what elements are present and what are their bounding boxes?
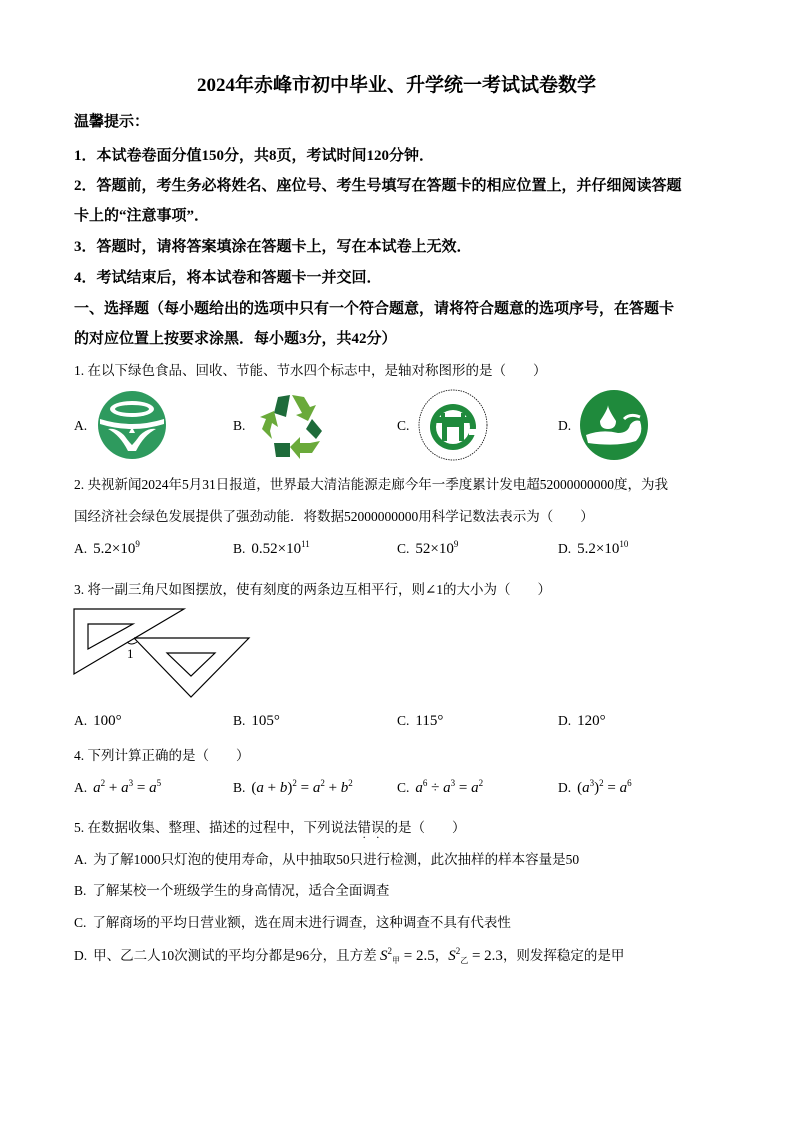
q4-stem: 4. 下列计算正确的是（ ） <box>74 748 250 763</box>
q5-stem-emphasis-1: 错 <box>357 820 371 835</box>
q4-option-d[interactable] <box>558 780 632 797</box>
option-formula: $a^6 \div a^3 = a^2$ <box>415 778 484 796</box>
q2-stem-line1: 2. 央视新闻2024年5月31日报道，世界最大清洁能源走廊今年一季度累计发电超52000000000度，为我 <box>74 477 668 492</box>
option-formula: $(a + b)^2 = a^2 + b^2$ <box>251 778 353 796</box>
q4-option-a[interactable] <box>74 780 161 797</box>
option-label: A. <box>74 541 88 556</box>
section-heading: 一、选择题（每小题给出的选项中只有一个符合题意，请将符合题意的选项序号，在答题卡 <box>74 301 675 317</box>
option-label: A. <box>74 780 88 795</box>
q4-option-b[interactable] <box>233 780 353 797</box>
option-label: D. <box>74 948 88 963</box>
option-label: D. <box>558 780 572 795</box>
q3-option-b[interactable] <box>233 713 280 730</box>
variance-jia: $S^2_甲 = 2.5$ <box>380 946 435 965</box>
option-formula: $a^2 + a^3 = a^5$ <box>93 778 162 796</box>
q5-option-d[interactable] <box>74 944 624 965</box>
q5-option-b[interactable] <box>74 879 389 899</box>
q5-stem-emphasis-2: 误 <box>371 820 385 835</box>
q1-option-b-label: B. <box>233 418 246 433</box>
option-label: D. <box>558 541 572 556</box>
q1-option-c-label: C. <box>397 418 410 433</box>
option-text-pre: 甲、乙二人10次测试的平均分都是96分，且方差 <box>93 948 377 963</box>
q5-stem <box>74 816 466 836</box>
option-exponent: 11 <box>301 539 310 549</box>
q3-option-d[interactable] <box>558 713 606 730</box>
option-label: C. <box>397 713 410 728</box>
option-label: B. <box>233 541 246 556</box>
separator: ， <box>434 948 449 963</box>
notice-heading: 温馨提示： <box>74 114 150 130</box>
option-label: C. <box>74 915 87 930</box>
option-text: 为了解1000只灯泡的使用寿命，从中抽取50只进行检测，此次抽样的样本容量是50 <box>93 852 580 867</box>
notice-item-3: 3．答题时，请将答案填涂在答题卡上，写在本试卷上无效． <box>74 239 472 255</box>
q3-option-a[interactable] <box>74 713 122 730</box>
q2-stem-line2: 国经济社会绿色发展提供了强劲动能．将数据52000000000用科学记数法表示为（ ） <box>74 509 594 524</box>
q1-option-d-label: D. <box>558 418 572 433</box>
option-label: B. <box>74 883 87 898</box>
option-text: 了解商场的平均日营业额，选在周末进行调查，这种调查不具有代表性 <box>92 915 511 930</box>
notice-item-2-cont: 卡上的“注意事项”． <box>74 208 210 224</box>
q4-option-c[interactable] <box>397 780 483 797</box>
option-label: A. <box>74 713 88 728</box>
option-label: B. <box>233 780 246 795</box>
option-value: 115° <box>415 713 444 729</box>
option-label: B. <box>233 713 246 728</box>
section-heading-cont: 的对应位置上按要求涂黑．每小题3分，共42分） <box>74 331 397 347</box>
subscript-yi: 乙 <box>460 956 469 965</box>
option-exponent: 10 <box>619 539 629 549</box>
option-label: A. <box>74 852 88 867</box>
variance-yi: $S^2_乙 = 2.3$ <box>448 946 503 965</box>
page-title: 2024年赤峰市初中毕业、升学统一考试试卷数学 <box>196 75 596 96</box>
q1-option-a-label: A. <box>74 418 88 433</box>
q5-option-a[interactable] <box>74 848 579 868</box>
q5-stem-post: 的是（ ） <box>384 820 466 835</box>
option-value: 0.52×10 <box>251 541 302 557</box>
q1-stem: 1. 在以下绿色食品、回收、节能、节水四个标志中，是轴对称图形的是（ ） <box>74 363 547 378</box>
option-value: 120° <box>577 713 606 729</box>
option-value: 52×10 <box>415 541 454 557</box>
option-value: 5.2×10 <box>93 541 136 557</box>
option-label: C. <box>397 541 410 556</box>
option-text-post: ，则发挥稳定的是甲 <box>502 948 625 963</box>
option-label: C. <box>397 780 410 795</box>
option-exponent: 9 <box>135 539 140 549</box>
option-value: 100° <box>93 713 122 729</box>
q3-stem: 3. 将一副三角尺如图摆放，使有刻度的两条边互相平行，则∠1的大小为（ ） <box>74 582 552 597</box>
variance-yi-value: = 2.3 <box>471 948 503 964</box>
option-label: D. <box>558 713 572 728</box>
variance-jia-value: = 2.5 <box>403 948 435 964</box>
notice-item-1: 1．本试卷卷面分值150分，共8页，考试时间120分钟． <box>74 148 435 164</box>
q5-option-c[interactable] <box>74 911 511 931</box>
angle-1-label: 1 <box>127 646 134 661</box>
notice-item-4: 4．考试结束后，将本试卷和答题卡一并交回． <box>74 270 382 286</box>
option-value: 105° <box>251 713 280 729</box>
notice-item-2: 2．答题前，考生务必将姓名、座位号、考生号填写在答题卡的相应位置上，并仔细阅读答题 <box>74 178 682 194</box>
option-text: 了解某校一个班级学生的身高情况，适合全面调查 <box>92 883 390 898</box>
option-value: 5.2×10 <box>577 541 620 557</box>
option-exponent: 9 <box>453 539 459 549</box>
subscript-jia: 甲 <box>392 956 400 965</box>
q5-stem-pre: 5. 在数据收集、整理、描述的过程中，下列说法 <box>74 820 358 835</box>
q3-option-c[interactable] <box>397 713 443 730</box>
option-formula: $(a^3)^2 = a^6$ <box>577 778 632 796</box>
